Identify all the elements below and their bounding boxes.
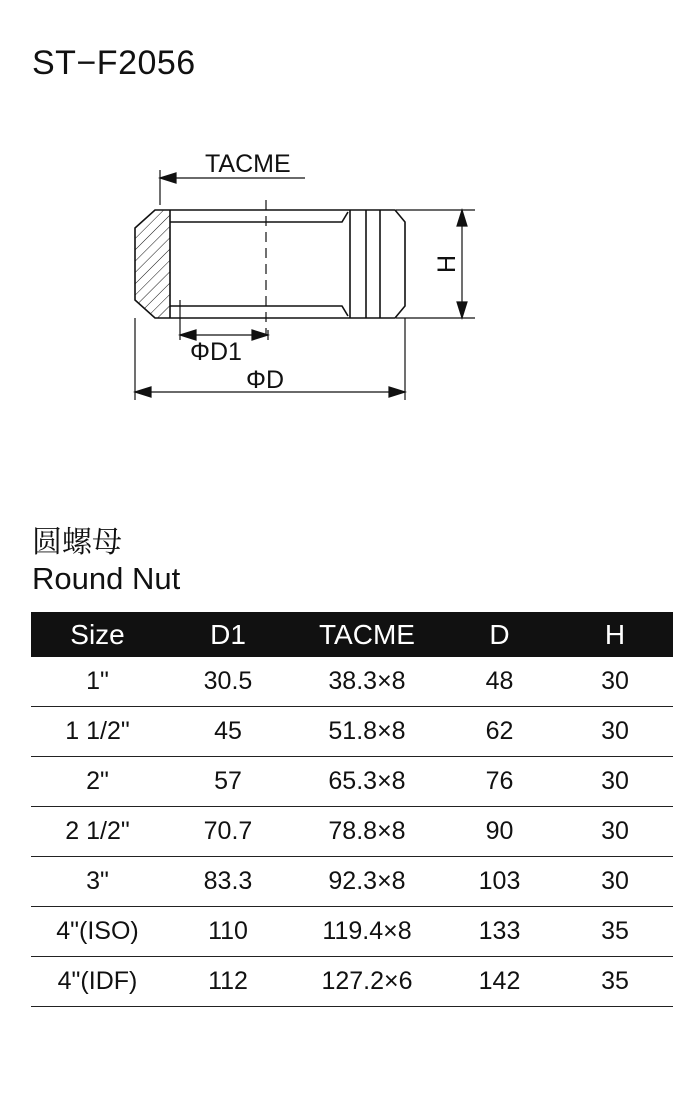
cell-h: 30 [557,707,673,757]
cell-tacme: 119.4×8 [292,907,442,957]
cell-d1: 57 [164,757,292,807]
cell-size: 4"(ISO) [31,907,164,957]
cell-d: 103 [442,857,557,907]
cell-d1: 45 [164,707,292,757]
cell-d1: 83.3 [164,857,292,907]
cell-tacme: 127.2×6 [292,957,442,1007]
table-row [31,957,673,1007]
model-code: ST−F2056 [32,44,196,82]
cell-h: 35 [557,907,673,957]
cell-tacme: 51.8×8 [292,707,442,757]
cell-size: 2" [31,757,164,807]
cell-d: 90 [442,807,557,857]
d-label: ΦD [246,366,285,394]
table-header-row [31,612,673,657]
cell-d: 142 [442,957,557,1007]
d1-label: ΦD1 [190,338,242,366]
technical-drawing [0,130,700,430]
table-row [31,707,673,757]
product-name-en: Round Nut [32,561,181,596]
h-label: H [433,254,461,274]
section-hatch [135,210,170,318]
header-d: D [442,612,557,657]
tacme-label: TACME [205,150,291,178]
cell-d: 62 [442,707,557,757]
cell-d1: 30.5 [164,657,292,707]
cell-h: 30 [557,807,673,857]
header-size: Size [31,612,164,657]
cell-d1: 112 [164,957,292,1007]
cell-h: 30 [557,857,673,907]
cell-d1: 110 [164,907,292,957]
header-tacme: TACME [292,612,442,657]
cell-h: 30 [557,657,673,707]
cell-size: 4"(IDF) [31,957,164,1007]
table-row [31,907,673,957]
header-d1: D1 [164,612,292,657]
table-row [31,757,673,807]
cell-size: 1" [31,657,164,707]
table-row [31,807,673,857]
cell-d: 76 [442,757,557,807]
cell-d1: 70.7 [164,807,292,857]
table-row [31,657,673,707]
cell-tacme: 65.3×8 [292,757,442,807]
nut-body [135,210,405,318]
spec-table [31,612,673,1007]
table-row [31,857,673,907]
cell-h: 35 [557,957,673,1007]
cell-size: 1 1/2" [31,707,164,757]
cell-h: 30 [557,757,673,807]
cell-tacme: 92.3×8 [292,857,442,907]
cell-tacme: 38.3×8 [292,657,442,707]
cell-d: 48 [442,657,557,707]
cell-d: 133 [442,907,557,957]
cell-size: 3" [31,857,164,907]
product-name-cn: 圆螺母 [32,525,122,560]
header-h: H [557,612,673,657]
cell-size: 2 1/2" [31,807,164,857]
cell-tacme: 78.8×8 [292,807,442,857]
